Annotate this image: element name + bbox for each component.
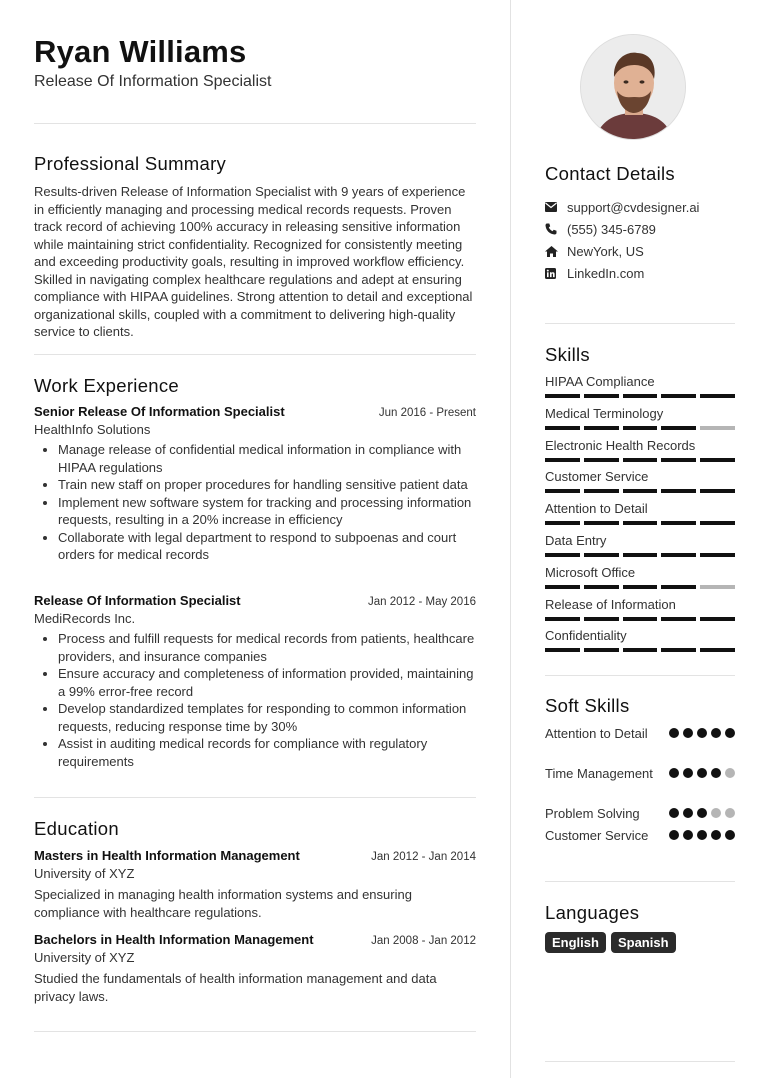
soft-skill-row — [545, 827, 735, 845]
rating-dot — [669, 830, 679, 840]
skill-level-segment — [700, 521, 735, 525]
job-bullet: • Develop standardized templates for responding to common information requests, reducing response time by 30% — [58, 700, 476, 735]
job-bullets — [34, 630, 476, 770]
contact-heading: Contact Details — [545, 163, 675, 184]
contact-location — [545, 240, 699, 262]
education-description: Studied the fundamentals of health information management and data privacy laws. — [34, 971, 437, 1004]
skill-level-segment — [700, 458, 735, 462]
skill-level-bar — [545, 521, 735, 525]
skill-name: Electronic Health Records — [545, 437, 696, 453]
languages-heading: Languages — [545, 902, 640, 923]
rating-dot — [711, 768, 721, 778]
rating-dot — [669, 768, 679, 778]
skill-item — [545, 597, 735, 629]
skill-level-segment — [545, 458, 580, 462]
skill-level-segment — [700, 394, 735, 398]
skill-level-bar — [545, 648, 735, 652]
skill-level-segment — [584, 648, 619, 652]
skill-item — [545, 374, 735, 406]
soft-skill-rating — [669, 728, 735, 738]
education-entry — [34, 848, 476, 921]
soft-skill-name: Customer Service — [545, 828, 649, 843]
education-school: University of XYZ — [34, 866, 135, 881]
skill-level-segment — [623, 553, 658, 557]
skill-level-segment — [584, 553, 619, 557]
rating-dot — [683, 830, 693, 840]
rating-dot — [711, 830, 721, 840]
column-divider — [510, 0, 511, 1078]
job-company: HealthInfo Solutions — [34, 422, 151, 437]
skill-level-segment — [661, 426, 696, 430]
skill-name: Data Entry — [545, 532, 607, 548]
skill-level-segment — [584, 585, 619, 589]
rating-dot — [683, 768, 693, 778]
skill-name: Release of Information — [545, 596, 676, 612]
envelope-icon — [545, 202, 567, 212]
education-dates: Jan 2012 - Jan 2014 — [371, 851, 476, 863]
skill-level-segment — [545, 617, 580, 621]
skill-level-segment — [700, 648, 735, 652]
language-badge: English — [545, 932, 606, 953]
contact-linkedin-text: LinkedIn.com — [567, 265, 645, 281]
soft-skill-name: Problem Solving — [545, 806, 640, 821]
skill-level-segment — [623, 394, 658, 398]
skill-level-segment — [623, 458, 658, 462]
soft-skills-heading: Soft Skills — [545, 695, 630, 716]
contact-phone[interactable] — [545, 218, 699, 240]
skill-name: Microsoft Office — [545, 564, 636, 580]
divider — [545, 1061, 735, 1062]
soft-skill-rating — [669, 808, 735, 818]
soft-skill-row — [545, 805, 735, 823]
skill-level-segment — [623, 617, 658, 621]
divider — [34, 797, 476, 798]
skill-level-segment — [584, 426, 619, 430]
rating-dot — [669, 728, 679, 738]
language-badge: Spanish — [611, 932, 676, 953]
rating-dot — [725, 830, 735, 840]
job-company: MediRecords Inc. — [34, 611, 136, 626]
skill-level-segment — [584, 458, 619, 462]
rating-dot — [697, 768, 707, 778]
education-description: Specialized in managing health information systems and ensuring compliance with healthcare regulations. — [34, 887, 412, 920]
job-entry — [34, 404, 476, 564]
job-bullet: • Manage release of confidential medical information in compliance with HIPAA regulations — [58, 441, 476, 476]
soft-skill-name: Attention to Detail — [545, 726, 648, 741]
skills-heading: Skills — [545, 344, 590, 365]
skill-level-segment — [584, 394, 619, 398]
soft-skill-row — [545, 725, 735, 743]
skill-item — [545, 565, 735, 597]
skill-level-segment — [623, 426, 658, 430]
skill-level-segment — [545, 394, 580, 398]
divider — [34, 123, 476, 124]
rating-dot — [725, 808, 735, 818]
education-dates: Jan 2008 - Jan 2012 — [371, 935, 476, 947]
skill-item — [545, 406, 735, 438]
linkedin-icon — [545, 268, 567, 279]
home-icon — [545, 246, 567, 257]
rating-dot — [711, 728, 721, 738]
soft-skill-row — [545, 765, 735, 783]
job-dates: Jan 2012 - May 2016 — [367, 596, 476, 608]
languages-list — [545, 932, 676, 953]
job-bullet: • Process and fulfill requests for medical records from patients, healthcare providers, and insurance companies — [58, 630, 476, 665]
job-position: Release Of Information Specialist — [34, 593, 241, 608]
job-bullet: • Collaborate with legal department to respond to subpoenas and court orders for medical records — [58, 529, 476, 564]
rating-dot — [683, 808, 693, 818]
skill-level-bar — [545, 553, 735, 557]
skill-level-bar — [545, 617, 735, 621]
skill-level-segment — [545, 553, 580, 557]
skills-list — [545, 374, 735, 660]
skill-name: Confidentiality — [545, 628, 627, 644]
experience-heading: Work Experience — [34, 375, 180, 396]
phone-icon — [545, 223, 567, 235]
divider — [545, 323, 735, 324]
skill-item — [545, 469, 735, 501]
divider — [34, 354, 476, 355]
divider — [545, 881, 735, 882]
skill-level-segment — [623, 489, 658, 493]
skill-item — [545, 533, 735, 565]
summary-text: Results-driven Release of Information Specialist with 9 years of experience in efficiently managing and processing medical records requests. Proven track record of achieving 100% accuracy in releasing sensitive information while maintaining strict confidentiality. Recognized for consistently meeting and exceeding productivity goals, resulting in improved workflow efficiency. Skilled in navigating complex healthcare regulations and adept at ensuring compliance with HIPAA guidelines. Strong attention to detail and exceptional organizational skills, coupled with a commitment to delivering high-quality service to clients. — [34, 184, 473, 339]
rating-dot — [669, 808, 679, 818]
skill-level-bar — [545, 585, 735, 589]
skill-level-bar — [545, 394, 735, 398]
skill-level-segment — [584, 489, 619, 493]
education-heading: Education — [34, 818, 119, 839]
soft-skill-rating — [669, 768, 735, 778]
rating-dot — [697, 808, 707, 818]
education-school: University of XYZ — [34, 950, 135, 965]
divider — [545, 675, 735, 676]
skill-level-segment — [700, 585, 735, 589]
job-entry — [34, 593, 476, 770]
skill-level-segment — [661, 585, 696, 589]
skill-level-segment — [700, 553, 735, 557]
skill-level-segment — [545, 521, 580, 525]
profile-photo — [580, 34, 686, 140]
skill-level-segment — [661, 617, 696, 621]
job-position: Senior Release Of Information Specialist — [34, 404, 285, 419]
contact-list — [545, 196, 699, 284]
rating-dot — [725, 768, 735, 778]
skill-item — [545, 438, 735, 470]
person-silhouette-icon — [581, 35, 686, 140]
skill-item — [545, 628, 735, 660]
contact-linkedin[interactable] — [545, 262, 699, 284]
rating-dot — [725, 728, 735, 738]
skill-level-segment — [623, 585, 658, 589]
skill-level-segment — [661, 489, 696, 493]
education-degree: Masters in Health Information Management — [34, 848, 300, 863]
skill-name: Medical Terminology — [545, 405, 664, 421]
job-bullet: • Implement new software system for tracking and processing information requests, resulting in a 20% increase in efficiency — [58, 494, 476, 529]
job-bullet: • Train new staff on proper procedures for handling sensitive patient data — [58, 476, 476, 494]
skill-name: HIPAA Compliance — [545, 374, 655, 389]
contact-email[interactable] — [545, 196, 699, 218]
summary-heading: Professional Summary — [34, 153, 227, 174]
education-degree: Bachelors in Health Information Management — [34, 932, 314, 947]
skill-level-segment — [545, 585, 580, 589]
skill-level-segment — [700, 617, 735, 621]
skill-level-segment — [545, 648, 580, 652]
skill-name: Attention to Detail — [545, 501, 648, 517]
divider — [34, 1031, 476, 1032]
skill-level-segment — [700, 426, 735, 430]
skill-level-segment — [661, 458, 696, 462]
rating-dot — [683, 728, 693, 738]
skill-level-bar — [545, 489, 735, 493]
skill-item — [545, 501, 735, 533]
skill-level-segment — [661, 648, 696, 652]
skill-level-segment — [661, 394, 696, 398]
education-entry — [34, 932, 476, 1005]
contact-location-text: NewYork, US — [567, 243, 644, 259]
skill-level-segment — [584, 617, 619, 621]
soft-skill-name: Time Management — [545, 766, 653, 781]
skill-level-segment — [545, 489, 580, 493]
skill-level-segment — [661, 521, 696, 525]
skill-level-bar — [545, 426, 735, 430]
job-dates: Jun 2016 - Present — [378, 407, 476, 419]
skill-name: Customer Service — [545, 469, 649, 485]
skill-level-bar — [545, 458, 735, 462]
skill-level-segment — [545, 426, 580, 430]
rating-dot — [697, 830, 707, 840]
rating-dot — [711, 808, 721, 818]
skill-level-segment — [661, 553, 696, 557]
skill-level-segment — [623, 521, 658, 525]
candidate-title: Release Of Information Specialist — [34, 73, 272, 90]
skill-level-segment — [584, 521, 619, 525]
skill-level-segment — [623, 648, 658, 652]
candidate-name: Ryan Williams — [34, 34, 247, 69]
contact-email-text: support@cvdesigner.ai — [567, 199, 700, 215]
rating-dot — [697, 728, 707, 738]
contact-phone-text: (555) 345-6789 — [567, 221, 656, 237]
job-bullet: • Ensure accuracy and completeness of information provided, maintaining a 99% error-free record — [58, 665, 476, 700]
job-bullet: • Assist in auditing medical records for compliance with regulatory requirements — [58, 735, 476, 770]
skill-level-segment — [700, 489, 735, 493]
job-bullets — [34, 441, 476, 564]
soft-skill-rating — [669, 830, 735, 840]
